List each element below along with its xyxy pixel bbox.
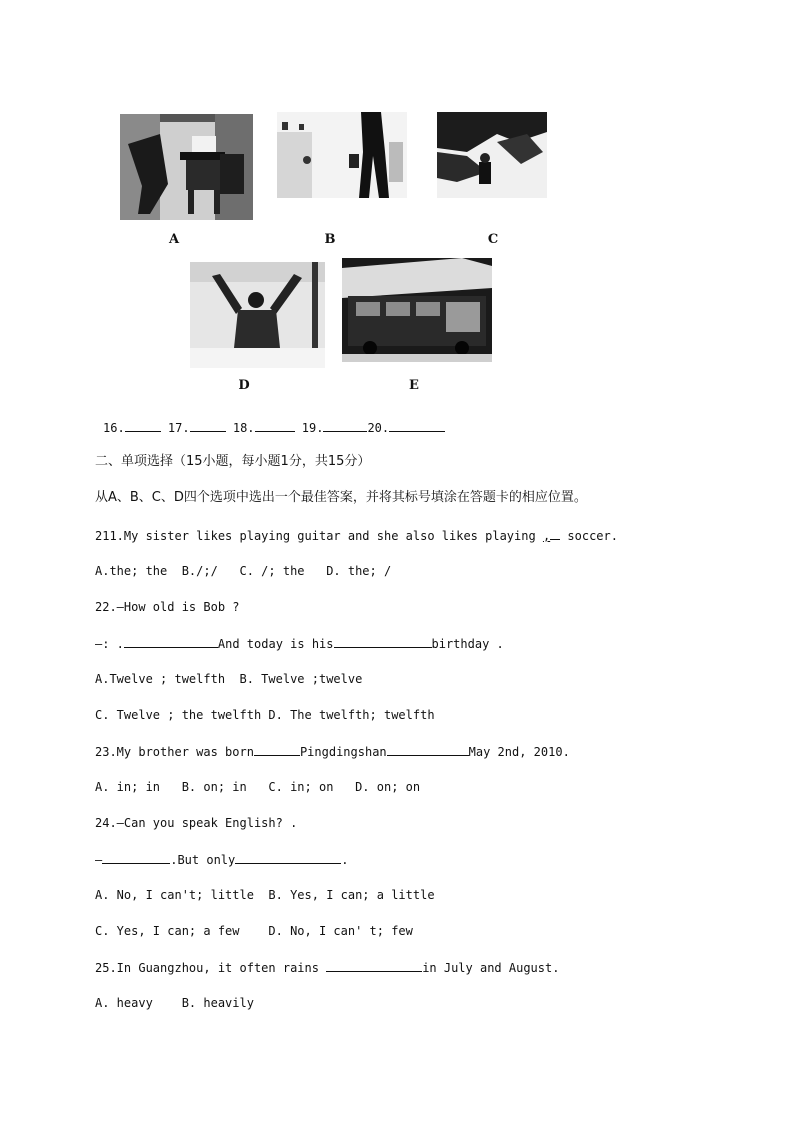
picture-d bbox=[190, 262, 325, 368]
question-23-blank-2[interactable] bbox=[387, 743, 469, 756]
office-chair-photo bbox=[120, 114, 253, 220]
answer-blank-19-label: 19. bbox=[301, 421, 324, 435]
picture-b bbox=[277, 112, 407, 198]
question-22-reply-end: birthday . bbox=[431, 637, 504, 651]
question-24: 24.—Can you speak English? . bbox=[95, 816, 298, 830]
question-23-stem-mid: Pingdingshan bbox=[299, 745, 387, 759]
picture-a bbox=[120, 114, 253, 220]
picture-a-label: A bbox=[168, 232, 180, 247]
question-25-options: A. heavy B. heavily bbox=[95, 996, 254, 1010]
question-25-stem: 25.In Guangzhou, it often rains bbox=[95, 961, 327, 975]
answer-blank-18[interactable] bbox=[255, 419, 295, 432]
answer-blank-17-label: 17. bbox=[167, 421, 190, 435]
question-24-reply bbox=[95, 851, 349, 868]
picture-b-label: B bbox=[324, 232, 336, 247]
question-24-reply-start: — bbox=[95, 853, 103, 867]
picture-c-label: C bbox=[487, 232, 499, 247]
question-21-options: A.the; the B./;/ C. /; the D. the; / bbox=[95, 564, 392, 578]
question-24-options-2: C. Yes, I can; a few D. No, I can' t; few bbox=[95, 924, 413, 938]
answer-blank-16[interactable] bbox=[125, 419, 161, 432]
answer-blank-20-label: 20. bbox=[367, 421, 390, 435]
rain-scene-photo bbox=[437, 112, 547, 198]
picture-d-label: D bbox=[238, 378, 250, 393]
question-23-blank-1[interactable] bbox=[254, 743, 300, 756]
question-25-stem-end: in July and August. bbox=[422, 961, 560, 975]
answer-blanks-row bbox=[103, 419, 445, 436]
question-22-blank-1[interactable] bbox=[124, 635, 218, 648]
question-25 bbox=[95, 959, 559, 976]
question-22-options-2: C. Twelve ; the twelfth D. The twelfth; twelfth bbox=[95, 708, 435, 722]
question-22-reply-mid: And today is his bbox=[217, 637, 334, 651]
answer-blank-18-label: 18. bbox=[232, 421, 255, 435]
question-25-blank[interactable] bbox=[326, 959, 422, 972]
walking-person-photo bbox=[277, 112, 407, 198]
picture-c bbox=[437, 112, 547, 198]
question-23-stem: 23.My brother was born bbox=[95, 745, 254, 759]
cheering-person-photo bbox=[190, 262, 325, 368]
question-24-reply-end: . bbox=[341, 853, 349, 867]
question-23-options: A. in; in B. on; in C. in; on D. on; on bbox=[95, 780, 421, 794]
question-21-underline bbox=[550, 527, 560, 540]
section-heading: 二、单项选择（15小题，每小题1分，共15分） bbox=[95, 454, 371, 469]
question-24-blank-1[interactable] bbox=[102, 851, 170, 864]
question-22-options-1: A.Twelve ; twelfth B. Twelve ;twelve bbox=[95, 672, 363, 686]
answer-blank-17[interactable] bbox=[190, 419, 226, 432]
picture-e bbox=[342, 258, 492, 362]
bus-photo bbox=[342, 258, 492, 362]
question-24-reply-mid: .But only bbox=[170, 853, 236, 867]
question-22-blank-2[interactable] bbox=[334, 635, 432, 648]
picture-e-label: E bbox=[409, 378, 419, 393]
answer-blank-16-label: 16. bbox=[103, 421, 125, 435]
question-21-stem: 211.My sister likes playing guitar and she also likes playing bbox=[95, 529, 543, 543]
question-21-blank[interactable]: , bbox=[542, 529, 551, 543]
question-23-stem-end: May 2nd, 2010. bbox=[468, 745, 570, 759]
section-instruction: 从A、B、C、D四个选项中选出一个最佳答案，并将其标号填涂在答题卡的相应位置。 bbox=[95, 490, 587, 505]
answer-blank-19[interactable] bbox=[323, 419, 367, 432]
question-21-stem-end: soccer. bbox=[560, 529, 618, 543]
question-23 bbox=[95, 743, 570, 760]
question-22-reply bbox=[95, 635, 504, 652]
question-22: 22.—How old is Bob ? bbox=[95, 600, 240, 614]
question-24-blank-2[interactable] bbox=[235, 851, 341, 864]
question-24-options-1: A. No, I can't; little B. Yes, I can; a little bbox=[95, 888, 435, 902]
question-22-reply-start: —: . bbox=[95, 637, 124, 651]
answer-blank-20[interactable] bbox=[389, 419, 445, 432]
question-21 bbox=[95, 527, 618, 544]
